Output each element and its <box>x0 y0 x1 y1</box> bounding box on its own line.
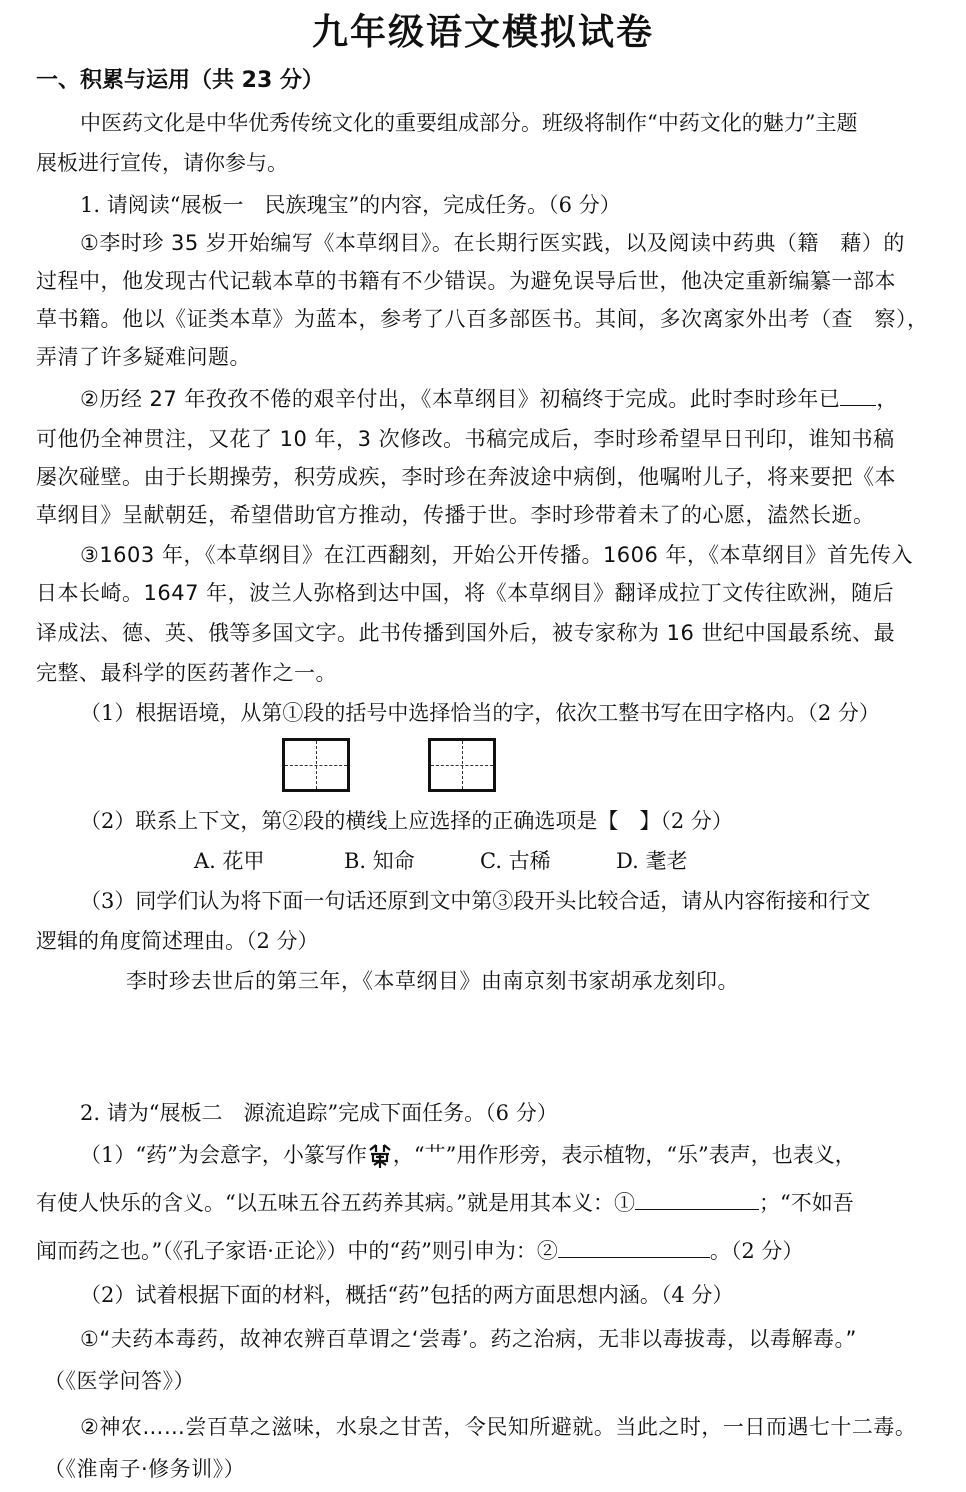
seal-script-yao-icon <box>367 1144 393 1170</box>
passage-para2-line4: 草纲目》呈献朝廷，希望借助官方推动，传播于世。李时珍带着未了的心愿，溘然长逝。 <box>36 503 875 527</box>
passage-para3-line4: 完整、最科学的医药著作之一。 <box>36 661 337 685</box>
material-1: ①“夫药本毒药，故神农辨百草谓之‘尝毒’。药之治病，无非以毒拔毒，以毒解毒。” <box>80 1327 857 1351</box>
page-title: 九年级语文模拟试卷 <box>311 12 654 53</box>
option-d[interactable]: D. 耄老 <box>616 849 688 873</box>
answer-blank-1[interactable] <box>635 1189 759 1210</box>
passage-para1-line2: 过程中，他发现古代记载本草的书籍有不少错误。为避免误导后世，他决定重新编纂一部本 <box>36 269 896 293</box>
section-heading: 一、积累与运用（共 23 分） <box>36 68 324 93</box>
subquestion-2-1-text-f: 。（2 分） <box>709 1239 804 1263</box>
passage-para1-line1: ①李时珍 35 岁开始编写《本草纲目》。在长期行医实践，以及阅读中药典（籍 藉）的 <box>80 231 905 255</box>
tianzige-box-1[interactable] <box>282 738 350 792</box>
option-b[interactable]: B. 知命 <box>344 849 415 873</box>
subquestion-2-2: （2）试着根据下面的材料，概括“药”包括的两方面思想内涵。（4 分） <box>80 1283 734 1307</box>
passage-para3-line1: ③1603 年，《本草纲目》在江西翻刻，开始公开传播。1606 年，《本草纲目》首先传入 <box>80 543 914 567</box>
question-1-heading: 1. 请阅读“展板一 民族瑰宝”的内容，完成任务。（6 分） <box>80 193 621 217</box>
passage-para2-line3: 屡次碰壁。由于长期操劳，积劳成疾，李时珍在奔波途中病倒，他嘱咐儿子，将来要把《本 <box>36 465 896 489</box>
material-1-source: （《医学问答》） <box>44 1369 195 1393</box>
option-c[interactable]: C. 古稀 <box>480 849 551 873</box>
material-2: ②神农……尝百草之滋味，水泉之甘苦，令民知所避就。当此之时，一日而遇七十二毒。 <box>80 1415 917 1439</box>
subquestion-2-1-line1 <box>80 1140 936 1170</box>
passage-para3-line2: 日本长崎。1647 年，波兰人弥格到达中国，将《本草纲目》翻译成拉丁文传往欧洲，随后 <box>36 581 895 605</box>
subquestion-2-1-line2 <box>36 1188 936 1218</box>
material-2-source: （《淮南子·修务训》） <box>44 1457 246 1481</box>
passage-para1-line3: 草书籍。他以《证类本草》为蓝本，参考了八百多部医书。其间，多次离家外出考（查 察）， <box>36 307 929 331</box>
subquestion-1-1: （1）根据语境，从第①段的括号中选择恰当的字，依次工整书写在田字格内。（2 分） <box>80 701 880 725</box>
subquestion-2-1-text-c: 有使人快乐的含义。“以五味五谷五药养其病。”就是用其本义：① <box>36 1191 635 1215</box>
answer-blank-2[interactable] <box>558 1237 710 1258</box>
passage-para1-line4: 弄清了许多疑难问题。 <box>36 345 251 369</box>
intro-line-2: 展板进行宣传，请你参与。 <box>36 151 288 175</box>
passage-para2-line2: 可他仍全神贯注，又花了 10 年，3 次修改。书稿完成后，李时珍希望早日刊印，谁知书稿 <box>36 427 895 451</box>
passage-para3-line3: 译成法、德、英、俄等多国文字。此书传播到国外后，被专家称为 16 世纪中国最系统、最 <box>36 621 896 645</box>
subquestion-2-1-line3 <box>36 1236 936 1266</box>
subquestion-2-1-text-b: ，“艹”用作形旁，表示植物，“乐”表声，也表义， <box>392 1143 856 1167</box>
question-2-heading: 2. 请为“展板二 源流追踪”完成下面任务。（6 分） <box>80 1101 558 1125</box>
passage-para2-line1 <box>80 384 936 414</box>
subquestion-2-1-text-e: 闻而药之也。”（《孔子家语·正论》）中的“药”则引申为：② <box>36 1239 558 1263</box>
option-a[interactable]: A. 花甲 <box>194 849 265 873</box>
age-blank[interactable] <box>840 385 876 406</box>
subquestion-1-3-line2: 逻辑的角度简述理由。（2 分） <box>36 929 319 953</box>
tianzige-box-2[interactable] <box>428 738 496 792</box>
passage-para2-comma: ， <box>876 387 898 411</box>
passage-para2-text: ②历经 27 年孜孜不倦的艰辛付出，《本草纲目》初稿终于完成。此时李时珍年已 <box>80 387 841 411</box>
intro-line-1: 中医药文化是中华优秀传统文化的重要组成部分。班级将制作“中药文化的魅力”主题 <box>80 111 858 135</box>
subquestion-2-1-text-a: （1）“药”为会意字，小篆写作 <box>80 1143 367 1167</box>
subquestion-1-2: （2）联系上下文，第②段的横线上应选择的正确选项是【 】（2 分） <box>80 809 733 833</box>
quoted-sentence: 李时珍去世后的第三年，《本草纲目》由南京刻书家胡承龙刻印。 <box>126 969 739 993</box>
subquestion-1-3-line1: （3）同学们认为将下面一句话还原到文中第③段开头比较合适，请从内容衔接和行文 <box>80 889 871 913</box>
subquestion-2-1-text-d: ；“不如吾 <box>758 1191 854 1215</box>
